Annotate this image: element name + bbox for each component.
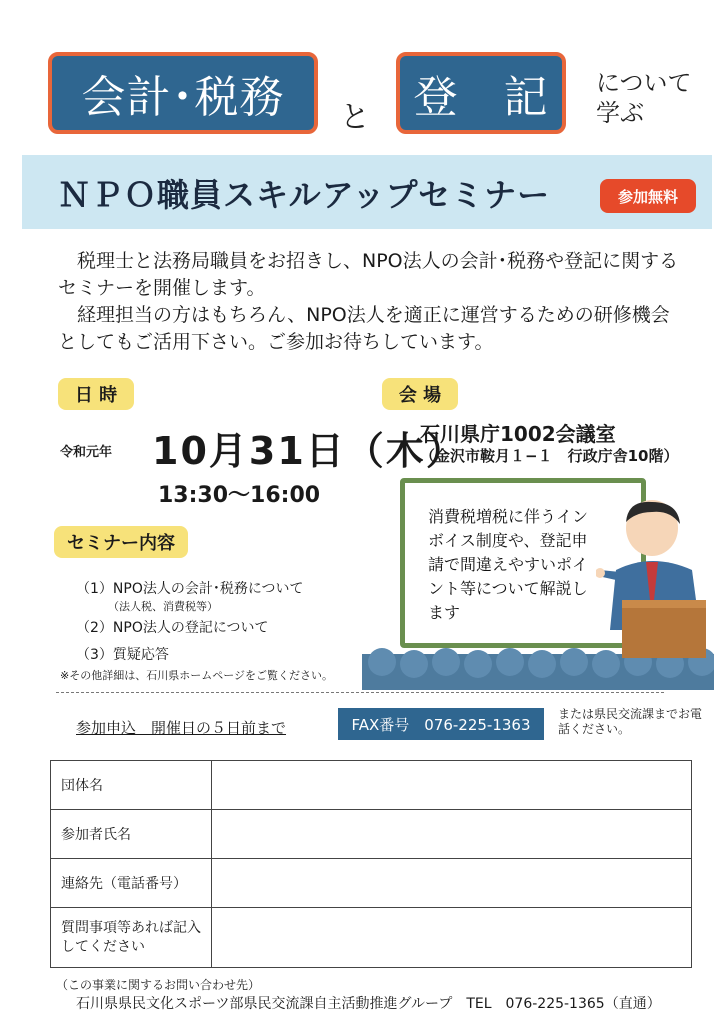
intro-text [58,248,688,356]
date-era: 令和元年 [60,445,113,460]
details-note: ※その他詳細は、石川県ホームページをご覧ください。 [60,669,333,682]
content-item-3: （3）質疑応答 [76,647,169,663]
title-connector: と [340,100,370,135]
presenter-icon [596,500,706,660]
application-deadline: 参加申込 開催日の５日前まで [76,719,287,737]
title-about-line2: 学ぶ [596,99,644,127]
venue-name: 石川県庁1002会議室 [420,422,616,446]
seminar-title: ＮＰＯ職員スキルアップセミナー [58,176,551,214]
title-accounting: 会計･税務 [81,72,285,123]
form-row [51,761,692,810]
content-item-1 [76,578,304,614]
contact-info: 石川県県民文化スポーツ部県民交流課自主活動推進グループ TEL 076-225-1365（直通） [76,996,661,1012]
event-time: 13:30～16:00 [158,483,321,508]
fax-number: FAX番号 076-225-1363 [338,708,544,740]
form-row [51,859,692,908]
form-field-organization[interactable] [212,761,692,810]
form-field-questions[interactable] [212,908,692,968]
form-label-organization: 団体名 [51,761,212,810]
datetime-label: 日 時 [58,378,134,410]
form-label-participant: 参加者氏名 [51,810,212,859]
free-badge: 参加無料 [600,179,696,213]
intro-paragraph-2: 経理担当の方はもちろん、NPO法人を適正に運営するための研修機会としてもご活用下さい。ご参加お待ちしています。 [58,304,670,353]
content-label: セミナー内容 [54,526,188,558]
registration-form [50,760,692,968]
event-date: 10月31日（木） [152,429,466,473]
form-field-phone[interactable] [212,859,692,908]
title-about-line1: について [596,69,692,97]
title-about [596,68,692,128]
content-item-1-text: （1）NPO法人の会計･税務について [76,581,304,597]
title-registration-box [396,52,566,134]
content-item-1-sub: （法人税、消費税等） [108,600,218,613]
title-accounting-box [48,52,318,134]
cut-line [56,692,664,693]
content-item-2: （2）NPO法人の登記について [76,620,269,636]
form-row [51,810,692,859]
inquiry-label: （この事業に関するお問い合わせ先） [56,978,261,992]
form-row [51,908,692,968]
phone-note: または県民交流課までお電話ください。 [558,707,703,736]
whiteboard-text: 消費税増税に伴うインボイス制度や、登記申請で間違えやすいポイント等について解説します [428,507,589,622]
intro-paragraph-1: 税理士と法務局職員をお招きし、NPO法人の会計･税務や登記に関するセミナーを開催します。 [58,250,679,299]
venue-label: 会 場 [382,378,458,410]
title-registration: 登 記 [413,72,549,123]
form-label-phone: 連絡先（電話番号） [51,859,212,908]
form-label-questions: 質問事項等あれば記入してください [51,908,212,968]
form-field-participant[interactable] [212,810,692,859]
venue-address: （金沢市鞍月１−１ 行政庁舎10階） [420,447,679,465]
